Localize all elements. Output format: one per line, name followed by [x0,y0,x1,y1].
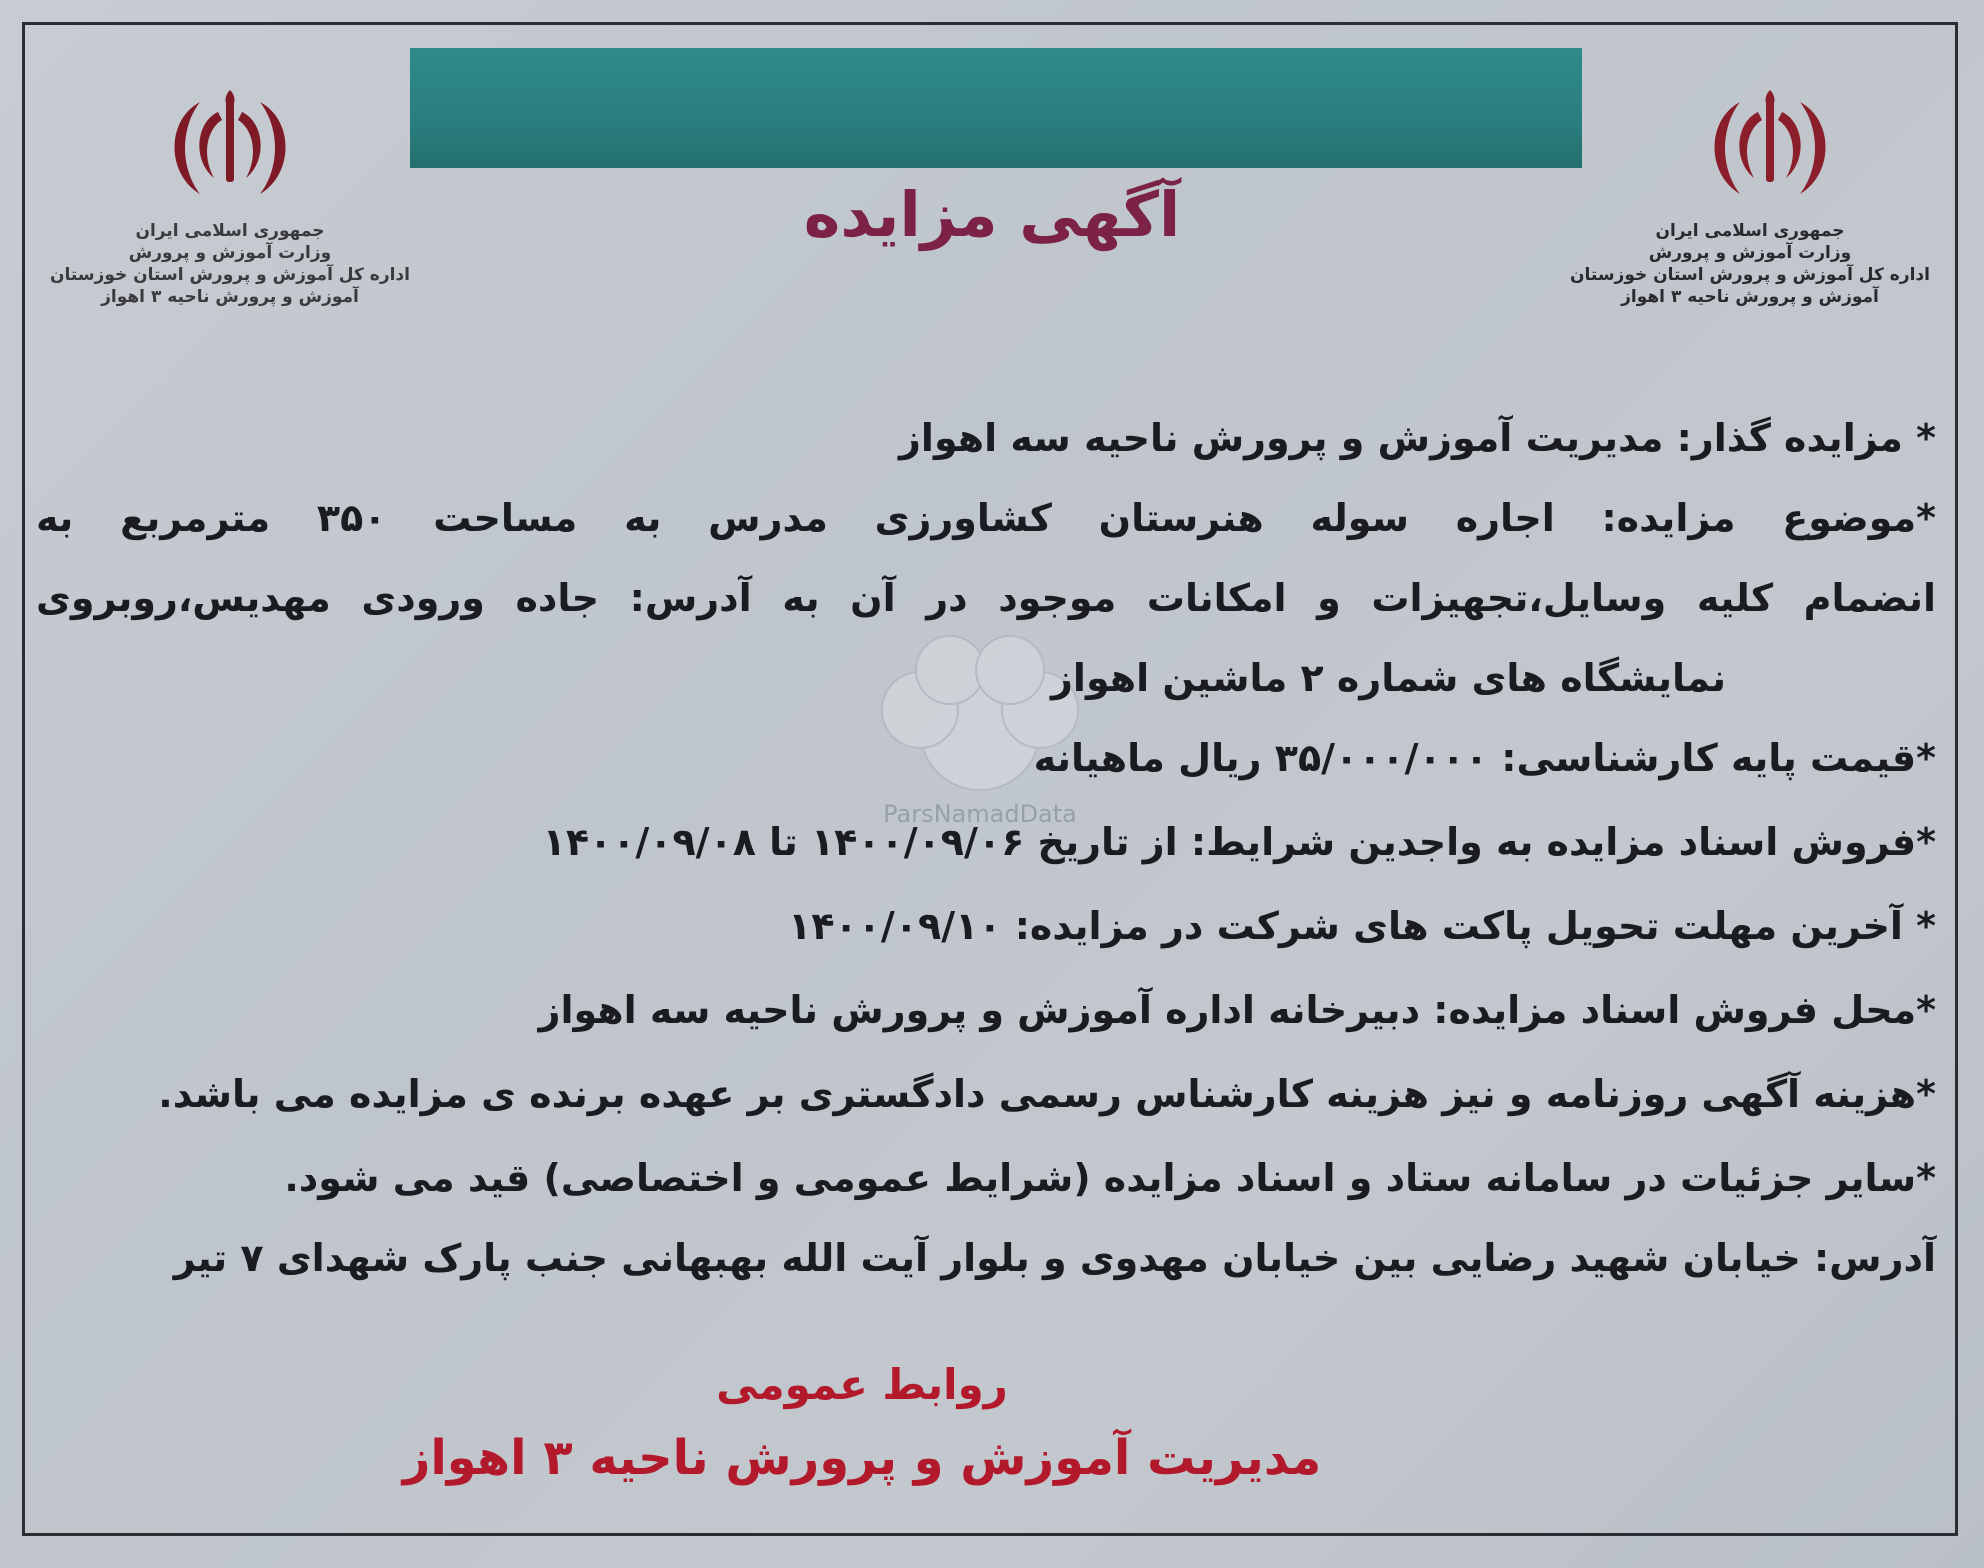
sale-location-line: *محل فروش اسناد مزایده: دبیرخانه اداره آموزش و پرورش ناحیه سه اهواز [538,988,1936,1032]
header-banner [410,48,1582,168]
subject-line-1: *موضوع مزایده: اجاره سوله هنرستان کشاورزی مدرس به مساحت ۳۵۰ مترمربع به [36,496,1936,540]
iran-emblem-icon [1700,72,1840,212]
signature-public-relations: روابط عمومی [716,1360,1008,1409]
org-line: آموزش و پرورش ناحیه ۳ اهواز [101,287,359,307]
subject-line-3: نمایشگاه های شماره ۲ ماشین اهواز [1051,656,1726,700]
org-line: جمهوری اسلامی ایران [1655,221,1845,241]
ad-title: آگهی مزایده [803,178,1181,251]
watermark-text: ParsNamadData [883,800,1077,828]
org-line: اداره کل آموزش و پرورش استان خوزستان [50,265,410,285]
org-line: وزارت آموزش و پرورش [128,243,332,263]
iran-emblem-icon [160,72,300,212]
ad-cost-line: *هزینه آگهی روزنامه و نیز هزینه کارشناس رسمی دادگستری بر عهده برنده ی مزایده می باشد. [158,1072,1936,1116]
document-sale-dates-line: *فروش اسناد مزایده به واجدین شرایط: از تاریخ ۱۴۰۰/۰۹/۰۶ تا ۱۴۰۰/۰۹/۰۸ [542,820,1936,864]
base-price-line: *قیمت پایه کارشناسی: ۳۵/۰۰۰/۰۰۰ ریال ماهیانه [1033,736,1936,780]
issuer-org-right [1540,220,1960,308]
auctioneer-line: * مزایده گذار: مدیریت آموزش و پرورش ناحیه سه اهواز [899,416,1936,460]
address-line: آدرس: خیابان شهید رضایی بین خیابان مهدوی و بلوار آیت الله بهبهانی جنب پارک شهدای ۷ تیر [173,1236,1936,1280]
org-line: جمهوری اسلامی ایران [135,221,325,241]
org-line: آموزش و پرورش ناحیه ۳ اهواز [1621,287,1879,307]
details-line: *سایر جزئیات در سامانه ستاد و اسناد مزایده (شرایط عمومی و اختصاصی) قید می شود. [284,1156,1936,1200]
org-line: وزارت آموزش و پرورش [1648,243,1852,263]
signature-organization: مدیریت آموزش و پرورش ناحیه ۳ اهواز [402,1430,1322,1486]
issuer-org-left [20,220,440,308]
org-line: اداره کل آموزش و پرورش استان خوزستان [1570,265,1930,285]
subject-line-2: انضمام کلیه وسایل،تجهیزات و امکانات موجود در آن به آدرس: جاده ورودی مهدیس،روبروی [36,576,1936,620]
deadline-line: * آخرین مهلت تحویل پاکت های شرکت در مزایده: ۱۴۰۰/۰۹/۱۰ [788,904,1936,948]
